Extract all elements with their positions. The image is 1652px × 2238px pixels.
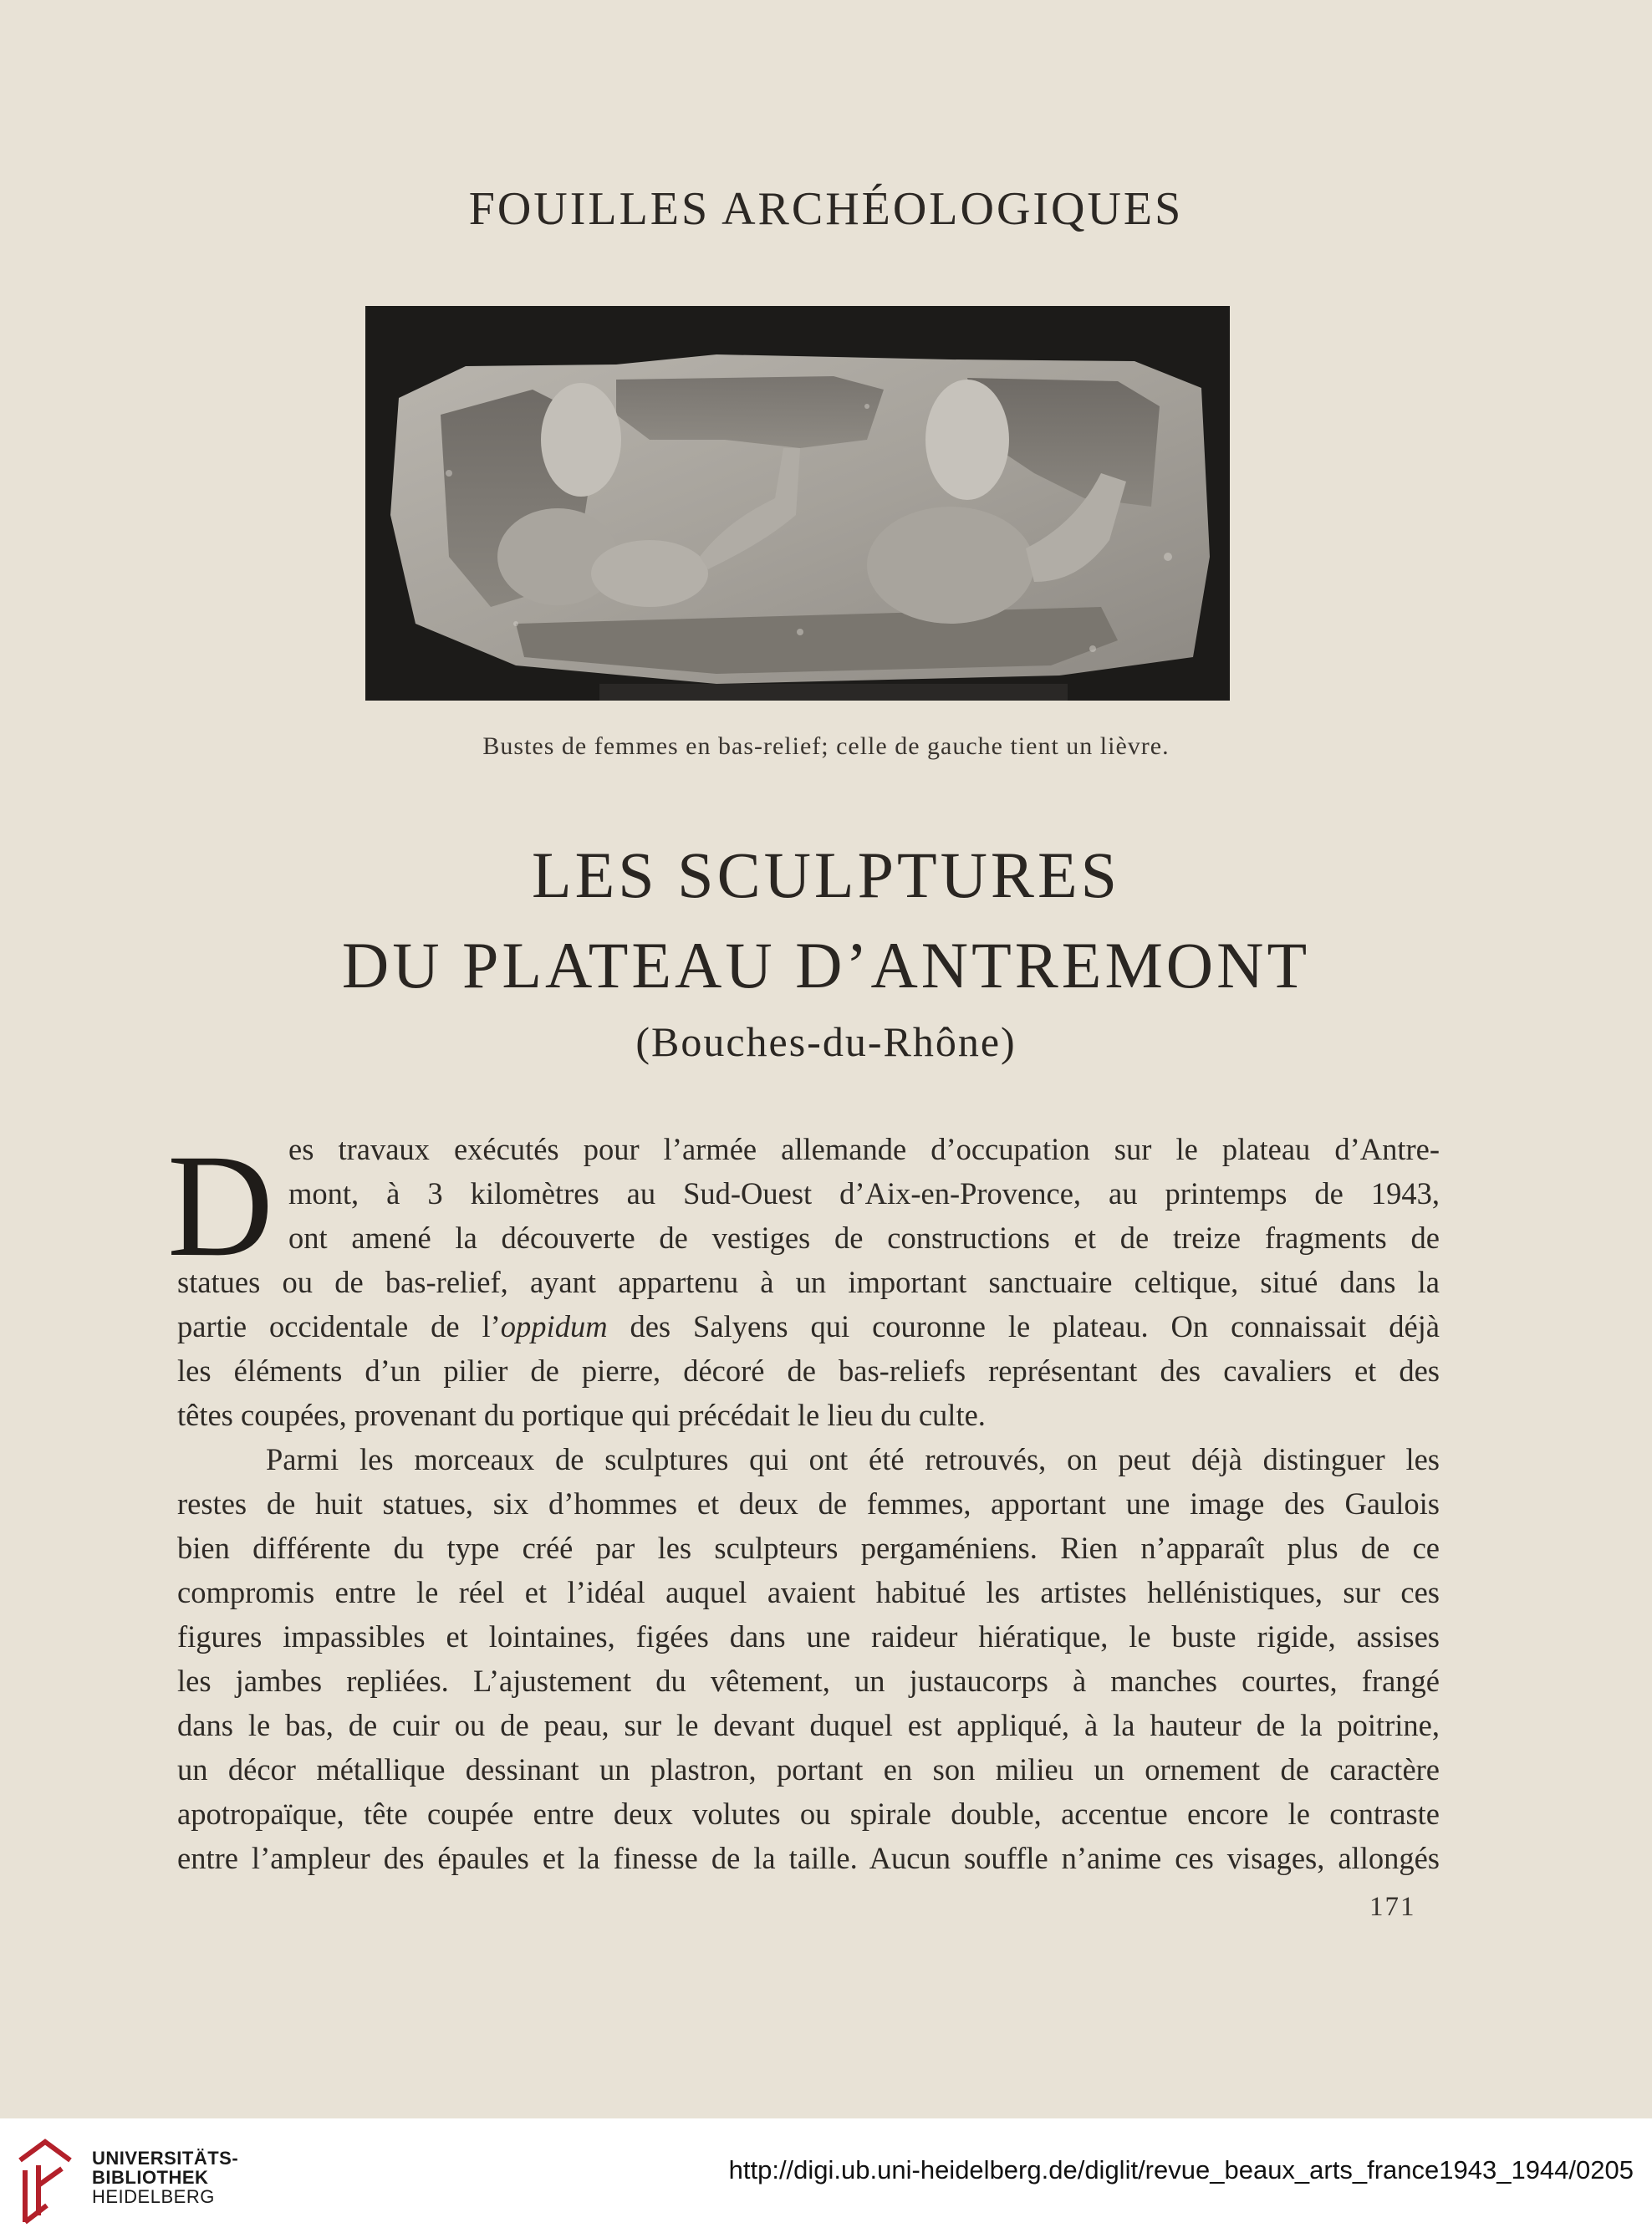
body-line: bien différente du type créé par les sculpteurs pergaméniens. Rien n’apparaît plus de ce (177, 1531, 1440, 1565)
body-line: les jambes repliées. L’ajustement du vêtement, un justaucorps à manches courtes, frangé (177, 1664, 1440, 1698)
body-line: restes de huit statues, six d’hommes et deux de femmes, apportant une image des Gaulois (177, 1486, 1440, 1521)
body-line: statues ou de bas-relief, ayant appartenu à un important sanctuaire celtique, situé dans la (177, 1265, 1440, 1299)
library-footer (0, 2118, 1652, 2238)
figure-caption: Bustes de femmes en bas-relief; celle de gauche tient un lièvre. (482, 732, 1170, 760)
body-line: dans le bas, de cuir ou de peau, sur le devant duquel est appliqué, à la hauteur de la poitrine, (177, 1708, 1440, 1742)
article-subtitle: (Bouches-du-Rhône) (635, 1018, 1017, 1065)
body-line: Parmi les morceaux de sculptures qui ont été retrouvés, on peut déjà distinguer les (266, 1442, 1440, 1476)
page-number: 171 (1369, 1892, 1416, 1922)
body-line: entre l’ampleur des épaules et la finesse de la taille. Aucun souffle n’anime ces visages, allongés (177, 1841, 1440, 1875)
section-heading: FOUILLES ARCHÉOLOGIQUES (468, 183, 1184, 235)
article-title-line1: LES SCULPTURES (532, 839, 1120, 911)
permalink-url[interactable]: http://digi.ub.uni-heidelberg.de/diglit/revue_beaux_arts_france1943_1944/0205 (728, 2155, 1634, 2184)
article-title-line2: DU PLATEAU D’ANTREMONT (341, 929, 1311, 1002)
drop-cap: D (167, 1124, 274, 1287)
body-line: compromis entre le réel et l’idéal auquel avaient habitué les artistes hellénistiques, sur ces (177, 1575, 1440, 1609)
bas-relief-photograph (365, 306, 1230, 701)
body-line: têtes coupées, provenant du portique qui précédait le lieu du culte. (177, 1398, 986, 1432)
library-name: UNIVERSITÄTS- BIBLIOTHEK HEIDELBERG (92, 2148, 239, 2207)
body-line: ont amené la découverte de vestiges de constructions et de treize fragments de (288, 1221, 1440, 1255)
library-logo-icon (13, 2135, 75, 2229)
body-line: mont, à 3 kilomètres au Sud-Ouest d’Aix-en-Provence, au printemps de 1943, (288, 1176, 1440, 1211)
body-line: apotropaïque, tête coupée entre deux volutes ou spirale double, accentue encore le contraste (177, 1797, 1440, 1831)
body-line: es travaux exécutés pour l’armée allemande d’occupation sur le plateau d’Antre- (288, 1132, 1440, 1166)
body-line: les éléments d’un pilier de pierre, décoré de bas-reliefs représentant des cavaliers et des (177, 1354, 1440, 1388)
body-line: figures impassibles et lointaines, figées dans une raideur hiératique, le buste rigide, assises (177, 1619, 1440, 1654)
body-line (177, 1309, 1440, 1343)
oppidum-line: partie occidentale de l’oppidum des Salyens qui couronne le plateau. On connaissait déjà (177, 1309, 1440, 1343)
body-line: un décor métallique dessinant un plastron, portant en son milieu un ornement de caractère (177, 1752, 1440, 1787)
